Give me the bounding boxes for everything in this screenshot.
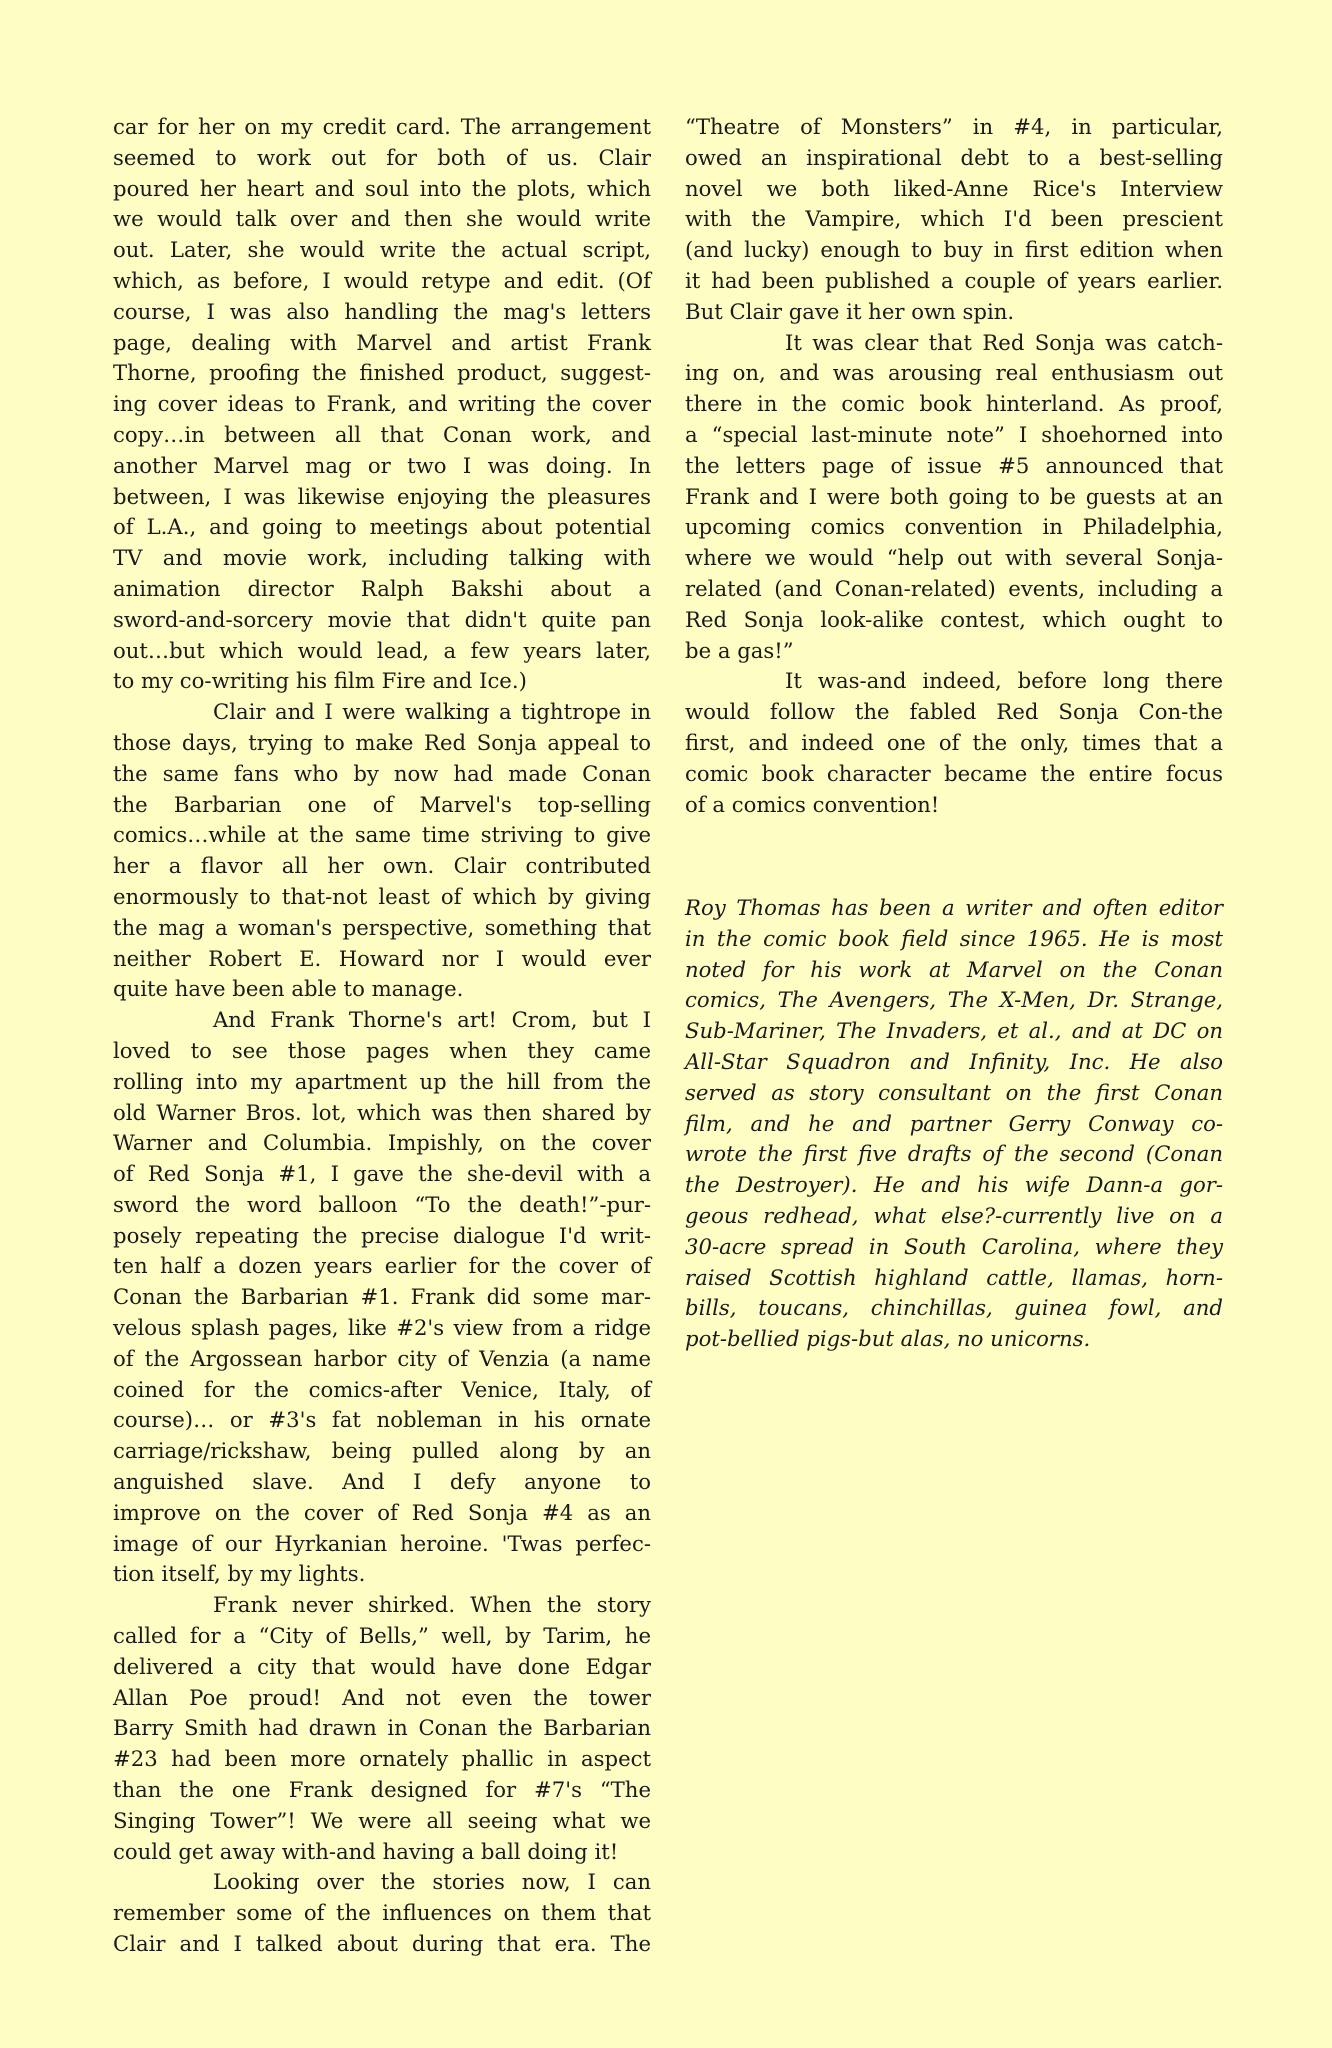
text-line: comics…while at the same time striving to give <box>113 822 651 848</box>
text-line: the Barbarian one of Marvel's top-selling <box>113 791 651 817</box>
text-line: It was-and indeed, before long there <box>785 668 1223 694</box>
text-line: where we would “help out with several Sonja- <box>685 545 1223 571</box>
text-line: delivered a city that would have done Edgar <box>113 1653 651 1679</box>
text-line: out. Later, she would write the actual script, <box>113 237 651 263</box>
text-line: upcoming comics convention in Philadelphia, <box>685 514 1223 540</box>
text-line: coined for the comics-after Venice, Italy, of <box>113 1376 651 1402</box>
text-line: ing cover ideas to Frank, and writing the cover <box>113 391 651 417</box>
text-line: related (and Conan-related) events, including a <box>685 575 1223 601</box>
text-line: old Warner Bros. lot, which was then shared by <box>113 1099 651 1125</box>
text-line: Red Sonja look-alike contest, which ought to <box>685 606 1223 632</box>
text-line: quite have been able to manage. <box>113 976 464 1002</box>
text-line: between, I was likewise enjoying the pleasures <box>113 483 651 509</box>
text-line: to my co-writing his film Fire and Ice.) <box>113 668 527 694</box>
text-line: neither Robert E. Howard nor I would ever <box>113 945 651 971</box>
text-line: out…but which would lead, a few years later, <box>113 637 651 663</box>
article-right-column <box>685 112 1223 820</box>
text-line: loved to see those pages when they came <box>113 1037 651 1063</box>
bio-text-line: Sub-Mariner, The Invaders, et al., and at DC on <box>685 1018 1223 1044</box>
text-line: which, as before, I would retype and edit. (Of <box>113 267 651 293</box>
text-line: with the Vampire, which I'd been prescient <box>685 206 1223 232</box>
text-line: animation director Ralph Bakshi about a <box>113 575 651 601</box>
bio-text-line: All-Star Squadron and Infinity, Inc. He also <box>685 1048 1223 1074</box>
text-line: anguished slave. And I defy anyone to <box>113 1469 651 1495</box>
author-bio <box>685 893 1223 1355</box>
text-line: be a gas!” <box>685 637 794 663</box>
text-line: it had been published a couple of years earlier. <box>685 267 1223 293</box>
bio-text-line: the Destroyer). He and his wife Dann-a gor- <box>685 1172 1223 1198</box>
text-line: car for her on my credit card. The arrangement <box>113 114 651 139</box>
text-line: Clair and I talked about during that era. The <box>113 1931 651 1957</box>
text-line: TV and movie work, including talking with <box>113 545 651 571</box>
text-line: And Frank Thorne's art! Crom, but I <box>213 1007 651 1033</box>
text-line: of the Argossean harbor city of Venzia (a name <box>113 1345 651 1371</box>
text-line: Warner and Columbia. Impishly, on the cover <box>113 1130 651 1156</box>
bio-text-line: geous redhead, what else?-currently live on a <box>685 1202 1223 1228</box>
text-line: Singing Tower”! We were all seeing what we <box>113 1807 651 1833</box>
text-line: copy…in between all that Conan work, and <box>113 421 651 447</box>
text-line: of Red Sonja #1, I gave the she-devil with a <box>113 1161 651 1187</box>
bio-text-line: comics, The Avengers, The X-Men, Dr. Strange, <box>685 987 1223 1013</box>
bio-text-line: raised Scottish highland cattle, llamas, horn- <box>685 1264 1223 1290</box>
text-line: Looking over the stories now, I can <box>213 1869 651 1895</box>
text-line: comic book character became the entire focus <box>685 760 1223 786</box>
text-line: carriage/rickshaw, being pulled along by an <box>113 1438 651 1464</box>
text-line: remember some of the influences on them that <box>113 1900 651 1926</box>
text-line: It was clear that Red Sonja was catch- <box>785 329 1223 355</box>
bio-text-line: pot-bellied pigs-but alas, no unicorns. <box>685 1326 1091 1352</box>
text-line: there in the comic book hinterland. As proof, <box>685 391 1223 417</box>
text-line: Barry Smith had drawn in Conan the Barbarian <box>113 1715 651 1741</box>
text-line: the letters page of issue #5 announced that <box>685 452 1223 478</box>
text-line: first, and indeed one of the only, times that a <box>685 729 1223 755</box>
text-line: owed an inspirational debt to a best-selling <box>685 144 1223 170</box>
text-line: sword-and-sorcery movie that didn't quite pan <box>113 606 651 632</box>
bio-text-line: served as story consultant on the first Conan <box>685 1079 1223 1105</box>
text-line: another Marvel mag or two I was doing. In <box>113 452 651 478</box>
bio-text-line: Roy Thomas has been a writer and often editor <box>685 895 1223 920</box>
text-line: the mag a woman's perspective, something that <box>113 914 651 940</box>
text-line: Conan the Barbarian #1. Frank did some mar- <box>113 1284 651 1310</box>
article-left-column <box>113 112 651 1960</box>
text-line: would follow the fabled Red Sonja Con-the <box>685 699 1223 725</box>
text-line: posely repeating the precise dialogue I'd writ- <box>113 1222 651 1248</box>
text-line: ten half a dozen years earlier for the cover of <box>113 1253 651 1279</box>
text-line: of L.A., and going to meetings about potential <box>113 514 651 540</box>
text-line: improve on the cover of Red Sonja #4 as an <box>113 1499 651 1525</box>
bio-text-line: wrote the first five drafts of the second (Conan <box>685 1141 1223 1167</box>
bio-text-line: 30-acre spread in South Carolina, where they <box>685 1233 1223 1259</box>
text-line: seemed to work out for both of us. Clair <box>113 144 651 170</box>
text-line: course, I was also handling the mag's letters <box>113 298 651 324</box>
text-line: page, dealing with Marvel and artist Frank <box>113 329 651 355</box>
text-line: course)… or #3's fat nobleman in his ornate <box>113 1407 651 1433</box>
text-line: Allan Poe proud! And not even the tower <box>113 1684 651 1710</box>
text-line: velous splash pages, like #2's view from a ridge <box>113 1315 651 1341</box>
bio-text-line: in the comic book field since 1965. He is most <box>685 925 1223 951</box>
text-line: “Theatre of Monsters” in #4, in particular, <box>685 114 1223 139</box>
text-line: a “special last-minute note” I shoehorned into <box>685 421 1223 447</box>
text-line: could get away with-and having a ball doing it! <box>113 1838 619 1864</box>
text-line: image of our Hyrkanian heroine. 'Twas perfec- <box>113 1530 651 1556</box>
text-line: rolling into my apartment up the hill from the <box>113 1068 651 1094</box>
text-line: Frank and I were both going to be guests at an <box>685 483 1223 509</box>
text-line: (and lucky) enough to buy in first edition when <box>685 237 1223 263</box>
text-line: Frank never shirked. When the story <box>213 1592 651 1618</box>
text-line: Clair and I were walking a tightrope in <box>213 699 651 725</box>
text-line: #23 had been more ornately phallic in aspect <box>113 1746 651 1772</box>
bio-text-line: bills, toucans, chinchillas, guinea fowl, and <box>685 1295 1223 1321</box>
text-line: ing on, and was arousing real enthusiasm out <box>685 360 1223 386</box>
text-line: her a flavor all her own. Clair contributed <box>113 853 651 879</box>
text-line: poured her heart and soul into the plots, which <box>113 175 651 201</box>
text-line: novel we both liked-Anne Rice's Interview <box>685 175 1223 201</box>
text-line: the same fans who by now had made Conan <box>113 760 651 786</box>
text-line: we would talk over and then she would write <box>113 206 651 232</box>
text-line: those days, trying to make Red Sonja appeal to <box>113 729 651 755</box>
text-line: Thorne, proofing the finished product, suggest- <box>113 360 651 386</box>
bio-text-line: film, and he and partner Gerry Conway co- <box>685 1110 1223 1136</box>
text-line: of a comics convention! <box>685 791 940 817</box>
text-line: than the one Frank designed for #7's “The <box>113 1777 651 1803</box>
text-line: tion itself, by my lights. <box>113 1561 366 1587</box>
text-line: sword the word balloon “To the death!”-pur- <box>113 1191 651 1217</box>
text-line: enormously to that-not least of which by giving <box>113 883 651 909</box>
text-line: But Clair gave it her own spin. <box>685 298 1015 324</box>
text-line: called for a “City of Bells,” well, by Tarim, he <box>113 1623 651 1649</box>
bio-text-line: noted for his work at Marvel on the Conan <box>685 956 1223 982</box>
